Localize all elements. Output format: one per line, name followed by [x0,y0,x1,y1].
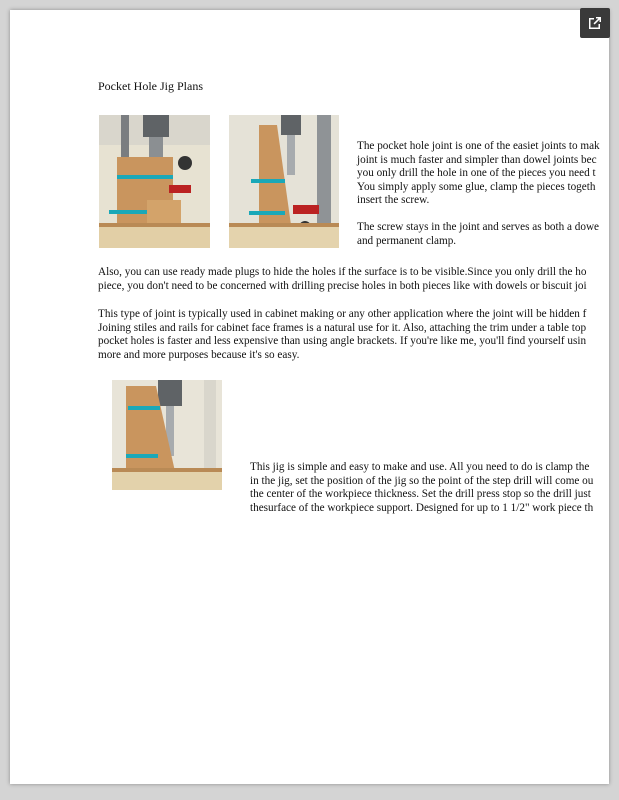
intro-line: joint is much faster and simpler than dowel joints bec [357,153,597,166]
jig-line: thesurface of the workpiece support. Designed for up to 1 1/2" work piece th [250,501,594,514]
jig-paragraph [250,461,593,515]
intro-line: insert the screw. [357,194,430,207]
screw-paragraph [357,221,599,248]
intro-line: You simply apply some glue, clamp the pieces togeth [357,180,596,193]
intro-line: The pocket hole joint is one of the easiet joints to mak [357,140,600,152]
jig-photo-front [99,115,210,248]
usage-paragraph [98,308,586,362]
intro-paragraph [357,140,600,208]
usage-line: Joining stiles and rails for cabinet face frames is a natural use for it. Also, attaching the trim under a table top [98,321,587,334]
usage-line: pocket holes is faster and less expensive than using angle brackets. If you're like me, you'll find yourself usin [98,335,587,348]
jig-photo-front-illustration [99,115,210,248]
usage-line: This type of joint is typically used in cabinet making or any other application where the joint will be hidden f [98,308,587,320]
document-page [10,10,609,784]
jig-photo-side-illustration [229,115,339,248]
jig-line: This jig is simple and easy to make and use. All you need to do is clamp the [250,461,590,473]
jig-line: in the jig, set the position of the jig so the point of the step drill will come ou [250,474,594,487]
jig-photo-closeup [112,380,222,490]
intro-line: you only drill the hole in one of the pieces you need t [357,167,596,180]
open-in-new-icon [587,15,603,31]
jig-photo-side [229,115,339,248]
page-title: Pocket Hole Jig Plans [98,79,203,93]
plugs-line: piece, you don't need to be concerned with drilling precise holes in both pieces like with dowels or biscuit joi [98,279,587,292]
jig-photo-closeup-illustration [112,380,222,490]
usage-line: more and more purposes because it's so easy. [98,348,300,361]
screw-line: The screw stays in the joint and serves as both a dowe [357,221,600,233]
plugs-line: Also, you can use ready made plugs to hide the holes if the surface is to be visible.Since you only drill the ho [98,266,587,278]
open-in-new-button[interactable] [580,8,610,38]
plugs-paragraph [98,266,587,293]
jig-line: the center of the workpiece thickness. Set the drill press stop so the drill just [250,488,591,501]
screw-line: and permanent clamp. [357,234,457,247]
